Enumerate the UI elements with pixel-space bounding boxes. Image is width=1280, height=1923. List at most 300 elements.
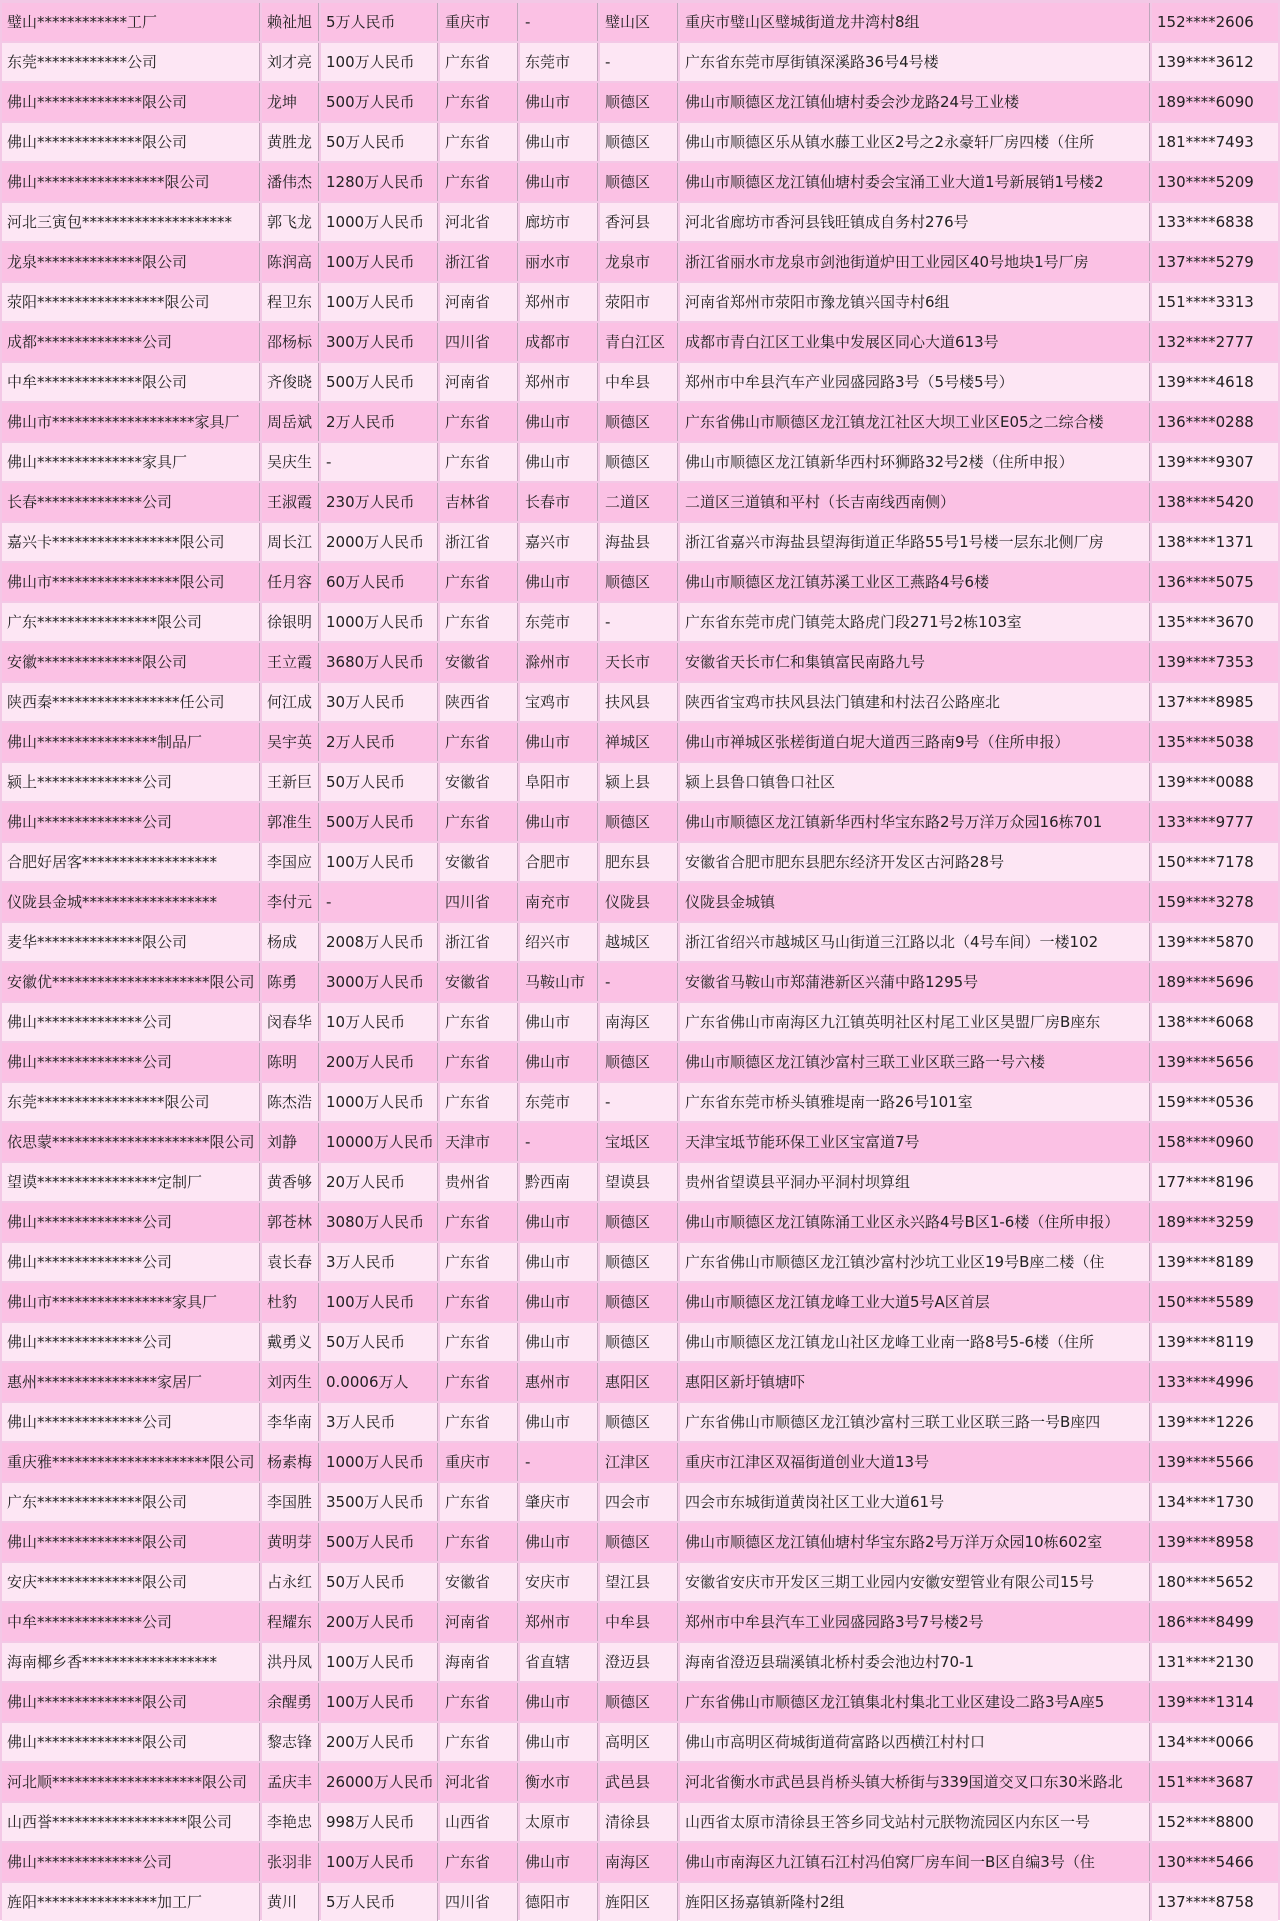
company-name-cell: 重庆雅*********************限公司 (2, 1443, 260, 1481)
province-cell: 安徽省 (440, 643, 518, 681)
table-row (2, 483, 1278, 521)
legal-rep-cell: 吴宇英 (262, 723, 319, 761)
address-cell: 广东省东莞市厚街镇深溪路36号4号楼 (680, 43, 1150, 81)
table-row (2, 683, 1278, 721)
legal-rep-cell: 孟庆丰 (262, 1763, 319, 1801)
city-cell: 佛山市 (520, 1843, 598, 1881)
district-cell: 顺德区 (600, 1203, 678, 1241)
address-cell: 郑州市中牟县汽车产业园盛园路3号（5号楼5号） (680, 363, 1150, 401)
capital-cell: 998万人民币 (321, 1803, 438, 1841)
table-row (2, 1043, 1278, 1081)
province-cell: 浙江省 (440, 523, 518, 561)
legal-rep-cell: 戴勇义 (262, 1323, 319, 1361)
address-cell: 山西省太原市清徐县王答乡同戈站村元朕物流园区内东区一号 (680, 1803, 1150, 1841)
capital-cell: 1000万人民币 (321, 203, 438, 241)
phone-cell: 139****9307 (1152, 443, 1278, 481)
capital-cell: 10万人民币 (321, 1003, 438, 1041)
table-row (2, 563, 1278, 601)
city-cell: 佛山市 (520, 1203, 598, 1241)
table-row (2, 923, 1278, 961)
address-cell: 佛山市禅城区张槎街道白坭大道西三路南9号（住所申报） (680, 723, 1150, 761)
company-name-cell: 中牟**************限公司 (2, 363, 260, 401)
phone-cell: 139****1226 (1152, 1403, 1278, 1441)
legal-rep-cell: 潘伟杰 (262, 163, 319, 201)
city-cell: 郑州市 (520, 1603, 598, 1641)
district-cell: 澄迈县 (600, 1643, 678, 1681)
company-name-cell: 合肥好居客****************** (2, 843, 260, 881)
capital-cell: 230万人民币 (321, 483, 438, 521)
city-cell: 佛山市 (520, 1403, 598, 1441)
table-row (2, 1683, 1278, 1721)
province-cell: 四川省 (440, 1883, 518, 1921)
province-cell: 四川省 (440, 883, 518, 921)
table-row (2, 3, 1278, 41)
district-cell: 清徐县 (600, 1803, 678, 1841)
phone-cell: 151****3687 (1152, 1763, 1278, 1801)
table-row (2, 243, 1278, 281)
company-name-cell: 惠州****************家居厂 (2, 1363, 260, 1401)
capital-cell: 100万人民币 (321, 843, 438, 881)
district-cell: 高明区 (600, 1723, 678, 1761)
table-row (2, 1443, 1278, 1481)
capital-cell: 100万人民币 (321, 243, 438, 281)
address-cell: 仪陇县金城镇 (680, 883, 1150, 921)
legal-rep-cell: 黄明芽 (262, 1523, 319, 1561)
table-row (2, 1483, 1278, 1521)
district-cell: 顺德区 (600, 163, 678, 201)
capital-cell: 2000万人民币 (321, 523, 438, 561)
city-cell: 衡水市 (520, 1763, 598, 1801)
legal-rep-cell: 程耀东 (262, 1603, 319, 1641)
city-cell: 滁州市 (520, 643, 598, 681)
legal-rep-cell: 何江成 (262, 683, 319, 721)
city-cell: 佛山市 (520, 1283, 598, 1321)
address-cell: 佛山市高明区荷城街道荷富路以西横江村村口 (680, 1723, 1150, 1761)
district-cell: 顺德区 (600, 123, 678, 161)
city-cell: 省直辖 (520, 1643, 598, 1681)
company-name-cell: 旌阳****************加工厂 (2, 1883, 260, 1921)
legal-rep-cell: 徐银明 (262, 603, 319, 641)
phone-cell: 137****8985 (1152, 683, 1278, 721)
capital-cell: 100万人民币 (321, 1843, 438, 1881)
company-table (0, 1, 1280, 1923)
table-row (2, 763, 1278, 801)
company-name-cell: 荥阳*****************限公司 (2, 283, 260, 321)
phone-cell: 139****4618 (1152, 363, 1278, 401)
phone-cell: 139****5656 (1152, 1043, 1278, 1081)
district-cell: 颍上县 (600, 763, 678, 801)
table-row (2, 1003, 1278, 1041)
phone-cell: 139****7353 (1152, 643, 1278, 681)
capital-cell: 50万人民币 (321, 763, 438, 801)
city-cell: 佛山市 (520, 443, 598, 481)
province-cell: 广东省 (440, 1843, 518, 1881)
province-cell: 四川省 (440, 323, 518, 361)
company-name-cell: 中牟**************公司 (2, 1603, 260, 1641)
phone-cell: 137****8758 (1152, 1883, 1278, 1921)
address-cell: 广东省佛山市顺德区龙江镇沙富村三联工业区联三路一号B座四 (680, 1403, 1150, 1441)
city-cell: 绍兴市 (520, 923, 598, 961)
address-cell: 广东省佛山市顺德区龙江镇集北村集北工业区建设二路3号A座5 (680, 1683, 1150, 1721)
city-cell: 郑州市 (520, 283, 598, 321)
address-cell: 广东省佛山市顺德区龙江镇沙富村沙坑工业区19号B座二楼（住 (680, 1243, 1150, 1281)
district-cell: 禅城区 (600, 723, 678, 761)
province-cell: 重庆市 (440, 3, 518, 41)
capital-cell: 200万人民币 (321, 1723, 438, 1761)
province-cell: 浙江省 (440, 923, 518, 961)
phone-cell: 152****8800 (1152, 1803, 1278, 1841)
legal-rep-cell: 李艳忠 (262, 1803, 319, 1841)
province-cell: 广东省 (440, 1723, 518, 1761)
district-cell: 天长市 (600, 643, 678, 681)
table-row (2, 1323, 1278, 1361)
city-cell: 东莞市 (520, 603, 598, 641)
province-cell: 吉林省 (440, 483, 518, 521)
district-cell: 顺德区 (600, 1323, 678, 1361)
province-cell: 广东省 (440, 1043, 518, 1081)
district-cell: 顺德区 (600, 1683, 678, 1721)
table-row (2, 363, 1278, 401)
address-cell: 陕西省宝鸡市扶风县法门镇建和村法召公路座北 (680, 683, 1150, 721)
legal-rep-cell: 李国应 (262, 843, 319, 881)
city-cell: 佛山市 (520, 1723, 598, 1761)
province-cell: 广东省 (440, 1243, 518, 1281)
table-row (2, 1403, 1278, 1441)
table-row (2, 963, 1278, 1001)
table-row (2, 1643, 1278, 1681)
capital-cell: 2008万人民币 (321, 923, 438, 961)
city-cell: 丽水市 (520, 243, 598, 281)
city-cell: 马鞍山市 (520, 963, 598, 1001)
table-row (2, 323, 1278, 361)
province-cell: 安徽省 (440, 1563, 518, 1601)
address-cell: 天津宝坻节能环保工业区宝富道7号 (680, 1123, 1150, 1161)
city-cell: 合肥市 (520, 843, 598, 881)
address-cell: 河北省衡水市武邑县肖桥头镇大桥街与339国道交叉口东30米路北 (680, 1763, 1150, 1801)
address-cell: 重庆市璧山区璧城街道龙井湾村8组 (680, 3, 1150, 41)
city-cell: 佛山市 (520, 1323, 598, 1361)
address-cell: 惠阳区新圩镇塘吓 (680, 1363, 1150, 1401)
city-cell: 佛山市 (520, 163, 598, 201)
district-cell: - (600, 1083, 678, 1121)
province-cell: 广东省 (440, 1683, 518, 1721)
district-cell: 顺德区 (600, 403, 678, 441)
city-cell: 廊坊市 (520, 203, 598, 241)
province-cell: 广东省 (440, 43, 518, 81)
company-name-cell: 麦华**************限公司 (2, 923, 260, 961)
province-cell: 河北省 (440, 203, 518, 241)
company-name-cell: 佛山**************公司 (2, 1243, 260, 1281)
table-row (2, 523, 1278, 561)
capital-cell: - (321, 883, 438, 921)
legal-rep-cell: 周岳斌 (262, 403, 319, 441)
capital-cell: 1000万人民币 (321, 603, 438, 641)
capital-cell: 2万人民币 (321, 723, 438, 761)
legal-rep-cell: 余醒勇 (262, 1683, 319, 1721)
legal-rep-cell: 王淑霞 (262, 483, 319, 521)
capital-cell: 5万人民币 (321, 1883, 438, 1921)
capital-cell: 1000万人民币 (321, 1443, 438, 1481)
phone-cell: 139****8189 (1152, 1243, 1278, 1281)
capital-cell: 100万人民币 (321, 1643, 438, 1681)
province-cell: 河南省 (440, 283, 518, 321)
address-cell: 重庆市江津区双福街道创业大道13号 (680, 1443, 1150, 1481)
province-cell: 广东省 (440, 1523, 518, 1561)
phone-cell: 130****5209 (1152, 163, 1278, 201)
city-cell: 郑州市 (520, 363, 598, 401)
phone-cell: 135****3670 (1152, 603, 1278, 641)
company-name-cell: 佛山市****************家具厂 (2, 1283, 260, 1321)
legal-rep-cell: 黄胜龙 (262, 123, 319, 161)
capital-cell: 50万人民币 (321, 1323, 438, 1361)
table-row (2, 1523, 1278, 1561)
city-cell: - (520, 1123, 598, 1161)
province-cell: 安徽省 (440, 763, 518, 801)
company-name-cell: 成都**************公司 (2, 323, 260, 361)
city-cell: 佛山市 (520, 403, 598, 441)
legal-rep-cell: 刘丙生 (262, 1363, 319, 1401)
address-cell: 佛山市顺德区龙江镇沙富村三联工业区联三路一号六楼 (680, 1043, 1150, 1081)
capital-cell: 0.0006万人 (321, 1363, 438, 1401)
phone-cell: 137****5279 (1152, 243, 1278, 281)
city-cell: - (520, 1443, 598, 1481)
phone-cell: 189****5696 (1152, 963, 1278, 1001)
district-cell: 顺德区 (600, 1403, 678, 1441)
table-row (2, 1203, 1278, 1241)
phone-cell: 180****5652 (1152, 1563, 1278, 1601)
company-name-cell: 佛山**************限公司 (2, 1683, 260, 1721)
legal-rep-cell: 占永红 (262, 1563, 319, 1601)
company-name-cell: 佛山****************制品厂 (2, 723, 260, 761)
address-cell: 佛山市南海区九江镇石江村冯伯窝厂房车间一B区自编3号（住 (680, 1843, 1150, 1881)
province-cell: 天津市 (440, 1123, 518, 1161)
city-cell: 太原市 (520, 1803, 598, 1841)
legal-rep-cell: 杨成 (262, 923, 319, 961)
phone-cell: 133****6838 (1152, 203, 1278, 241)
capital-cell: 200万人民币 (321, 1603, 438, 1641)
legal-rep-cell: 李国胜 (262, 1483, 319, 1521)
legal-rep-cell: 吴庆生 (262, 443, 319, 481)
district-cell: 顺德区 (600, 563, 678, 601)
company-name-cell: 河北三寅包******************** (2, 203, 260, 241)
phone-cell: 133****9777 (1152, 803, 1278, 841)
district-cell: 荥阳市 (600, 283, 678, 321)
province-cell: 海南省 (440, 1643, 518, 1681)
phone-cell: 134****0066 (1152, 1723, 1278, 1761)
capital-cell: 1000万人民币 (321, 1083, 438, 1121)
province-cell: 广东省 (440, 403, 518, 441)
capital-cell: 3500万人民币 (321, 1483, 438, 1521)
company-name-cell: 佛山**************公司 (2, 1323, 260, 1361)
phone-cell: 150****7178 (1152, 843, 1278, 881)
address-cell: 旌阳区扬嘉镇新隆村2组 (680, 1883, 1150, 1921)
company-name-cell: 佛山**************家具厂 (2, 443, 260, 481)
phone-cell: 159****3278 (1152, 883, 1278, 921)
phone-cell: 159****0536 (1152, 1083, 1278, 1121)
province-cell: 重庆市 (440, 1443, 518, 1481)
table-row (2, 803, 1278, 841)
phone-cell: 139****5566 (1152, 1443, 1278, 1481)
capital-cell: 500万人民币 (321, 363, 438, 401)
company-name-cell: 佛山*****************限公司 (2, 163, 260, 201)
company-name-cell: 东莞*****************限公司 (2, 1083, 260, 1121)
address-cell: 佛山市顺德区龙江镇龙峰工业大道5号A区首层 (680, 1283, 1150, 1321)
capital-cell: 2万人民币 (321, 403, 438, 441)
capital-cell: 100万人民币 (321, 1283, 438, 1321)
company-name-cell: 佛山**************公司 (2, 1843, 260, 1881)
capital-cell: 50万人民币 (321, 123, 438, 161)
district-cell: 顺德区 (600, 1523, 678, 1561)
legal-rep-cell: 袁长春 (262, 1243, 319, 1281)
capital-cell: 100万人民币 (321, 283, 438, 321)
district-cell: 海盐县 (600, 523, 678, 561)
address-cell: 二道区三道镇和平村（长吉南线西南侧） (680, 483, 1150, 521)
city-cell: - (520, 3, 598, 41)
legal-rep-cell: 张羽非 (262, 1843, 319, 1881)
company-name-cell: 河北顺********************限公司 (2, 1763, 260, 1801)
phone-cell: 189****3259 (1152, 1203, 1278, 1241)
company-name-cell: 安徽优*********************限公司 (2, 963, 260, 1001)
district-cell: 顺德区 (600, 83, 678, 121)
phone-cell: 158****0960 (1152, 1123, 1278, 1161)
district-cell: 南海区 (600, 1843, 678, 1881)
phone-cell: 132****2777 (1152, 323, 1278, 361)
district-cell: 顺德区 (600, 1283, 678, 1321)
district-cell: 青白江区 (600, 323, 678, 361)
province-cell: 广东省 (440, 1083, 518, 1121)
phone-cell: 134****1730 (1152, 1483, 1278, 1521)
phone-cell: 130****5466 (1152, 1843, 1278, 1881)
legal-rep-cell: 陈明 (262, 1043, 319, 1081)
address-cell: 佛山市顺德区龙江镇陈涌工业区永兴路4号B区1-6楼（住所申报） (680, 1203, 1150, 1241)
address-cell: 安徽省天长市仁和集镇富民南路九号 (680, 643, 1150, 681)
table-row (2, 1723, 1278, 1761)
company-name-cell: 佛山**************公司 (2, 1403, 260, 1441)
city-cell: 佛山市 (520, 83, 598, 121)
province-cell: 河南省 (440, 1603, 518, 1641)
table-row (2, 843, 1278, 881)
province-cell: 广东省 (440, 1363, 518, 1401)
capital-cell: 500万人民币 (321, 803, 438, 841)
province-cell: 广东省 (440, 1203, 518, 1241)
province-cell: 广东省 (440, 1003, 518, 1041)
address-cell: 河北省廊坊市香河县钱旺镇成自务村276号 (680, 203, 1150, 241)
district-cell: 武邑县 (600, 1763, 678, 1801)
province-cell: 广东省 (440, 563, 518, 601)
capital-cell: 3080万人民币 (321, 1203, 438, 1241)
province-cell: 河北省 (440, 1763, 518, 1801)
table-row (2, 163, 1278, 201)
city-cell: 肇庆市 (520, 1483, 598, 1521)
address-cell: 安徽省马鞍山市郑蒲港新区兴蒲中路1295号 (680, 963, 1150, 1001)
phone-cell: 138****5420 (1152, 483, 1278, 521)
address-cell: 广东省东莞市虎门镇莞太路虎门段271号2栋103室 (680, 603, 1150, 641)
district-cell: 宝坻区 (600, 1123, 678, 1161)
table-row (2, 1843, 1278, 1881)
address-cell: 广东省佛山市南海区九江镇英明社区村尾工业区昊盟厂房B座东 (680, 1003, 1150, 1041)
city-cell: 南充市 (520, 883, 598, 921)
legal-rep-cell: 杜豹 (262, 1283, 319, 1321)
address-cell: 四会市东城街道黄岗社区工业大道61号 (680, 1483, 1150, 1521)
capital-cell: 10000万人民币 (321, 1123, 438, 1161)
legal-rep-cell: 陈润高 (262, 243, 319, 281)
address-cell: 佛山市顺德区龙江镇仙塘村委会沙龙路24号工业楼 (680, 83, 1150, 121)
province-cell: 安徽省 (440, 963, 518, 1001)
province-cell: 广东省 (440, 1483, 518, 1521)
table-row (2, 443, 1278, 481)
address-cell: 佛山市顺德区龙江镇苏溪工业区工燕路4号6楼 (680, 563, 1150, 601)
province-cell: 广东省 (440, 603, 518, 641)
company-name-cell: 广东****************限公司 (2, 603, 260, 641)
address-cell: 佛山市顺德区龙江镇仙塘村委会宝涌工业大道1号新展销1号楼2 (680, 163, 1150, 201)
city-cell: 佛山市 (520, 123, 598, 161)
phone-cell: 139****3612 (1152, 43, 1278, 81)
phone-cell: 138****1371 (1152, 523, 1278, 561)
capital-cell: 300万人民币 (321, 323, 438, 361)
city-cell: 阜阳市 (520, 763, 598, 801)
address-cell: 成都市青白江区工业集中发展区同心大道613号 (680, 323, 1150, 361)
province-cell: 广东省 (440, 123, 518, 161)
capital-cell: 60万人民币 (321, 563, 438, 601)
company-name-cell: 望谟****************定制厂 (2, 1163, 260, 1201)
city-cell: 佛山市 (520, 1043, 598, 1081)
capital-cell: 1280万人民币 (321, 163, 438, 201)
company-name-cell: 佛山市*****************限公司 (2, 563, 260, 601)
phone-cell: 136****5075 (1152, 563, 1278, 601)
city-cell: 安庆市 (520, 1563, 598, 1601)
capital-cell: 3680万人民币 (321, 643, 438, 681)
table-row (2, 283, 1278, 321)
company-name-cell: 佛山**************限公司 (2, 83, 260, 121)
capital-cell: 100万人民币 (321, 1683, 438, 1721)
address-cell: 佛山市顺德区龙江镇新华西村环狮路32号2楼（住所申报） (680, 443, 1150, 481)
legal-rep-cell: 齐俊晓 (262, 363, 319, 401)
address-cell: 安徽省合肥市肥东县肥东经济开发区古河路28号 (680, 843, 1150, 881)
capital-cell: 3000万人民币 (321, 963, 438, 1001)
table-row (2, 1883, 1278, 1921)
table-row (2, 723, 1278, 761)
table-row (2, 83, 1278, 121)
company-name-cell: 安徽**************限公司 (2, 643, 260, 681)
legal-rep-cell: 郭准生 (262, 803, 319, 841)
legal-rep-cell: 郭苍林 (262, 1203, 319, 1241)
table-row (2, 123, 1278, 161)
table-row (2, 1083, 1278, 1121)
company-name-cell: 嘉兴卡*****************限公司 (2, 523, 260, 561)
phone-cell: 152****2606 (1152, 3, 1278, 41)
district-cell: 越城区 (600, 923, 678, 961)
capital-cell: 100万人民币 (321, 43, 438, 81)
city-cell: 长春市 (520, 483, 598, 521)
district-cell: 望谟县 (600, 1163, 678, 1201)
phone-cell: 135****5038 (1152, 723, 1278, 761)
table-row (2, 1123, 1278, 1161)
table-row (2, 643, 1278, 681)
district-cell: 顺德区 (600, 1043, 678, 1081)
district-cell: 旌阳区 (600, 1883, 678, 1921)
table-row (2, 1363, 1278, 1401)
company-name-cell: 陕西秦*****************任公司 (2, 683, 260, 721)
city-cell: 佛山市 (520, 803, 598, 841)
address-cell: 安徽省安庆市开发区三期工业园内安徽安塑管业有限公司15号 (680, 1563, 1150, 1601)
company-name-cell: 佛山**************限公司 (2, 1723, 260, 1761)
table-row (2, 1283, 1278, 1321)
capital-cell: 30万人民币 (321, 683, 438, 721)
city-cell: 东莞市 (520, 1083, 598, 1121)
company-name-cell: 佛山市*******************家具厂 (2, 403, 260, 441)
table-row (2, 403, 1278, 441)
district-cell: 中牟县 (600, 1603, 678, 1641)
